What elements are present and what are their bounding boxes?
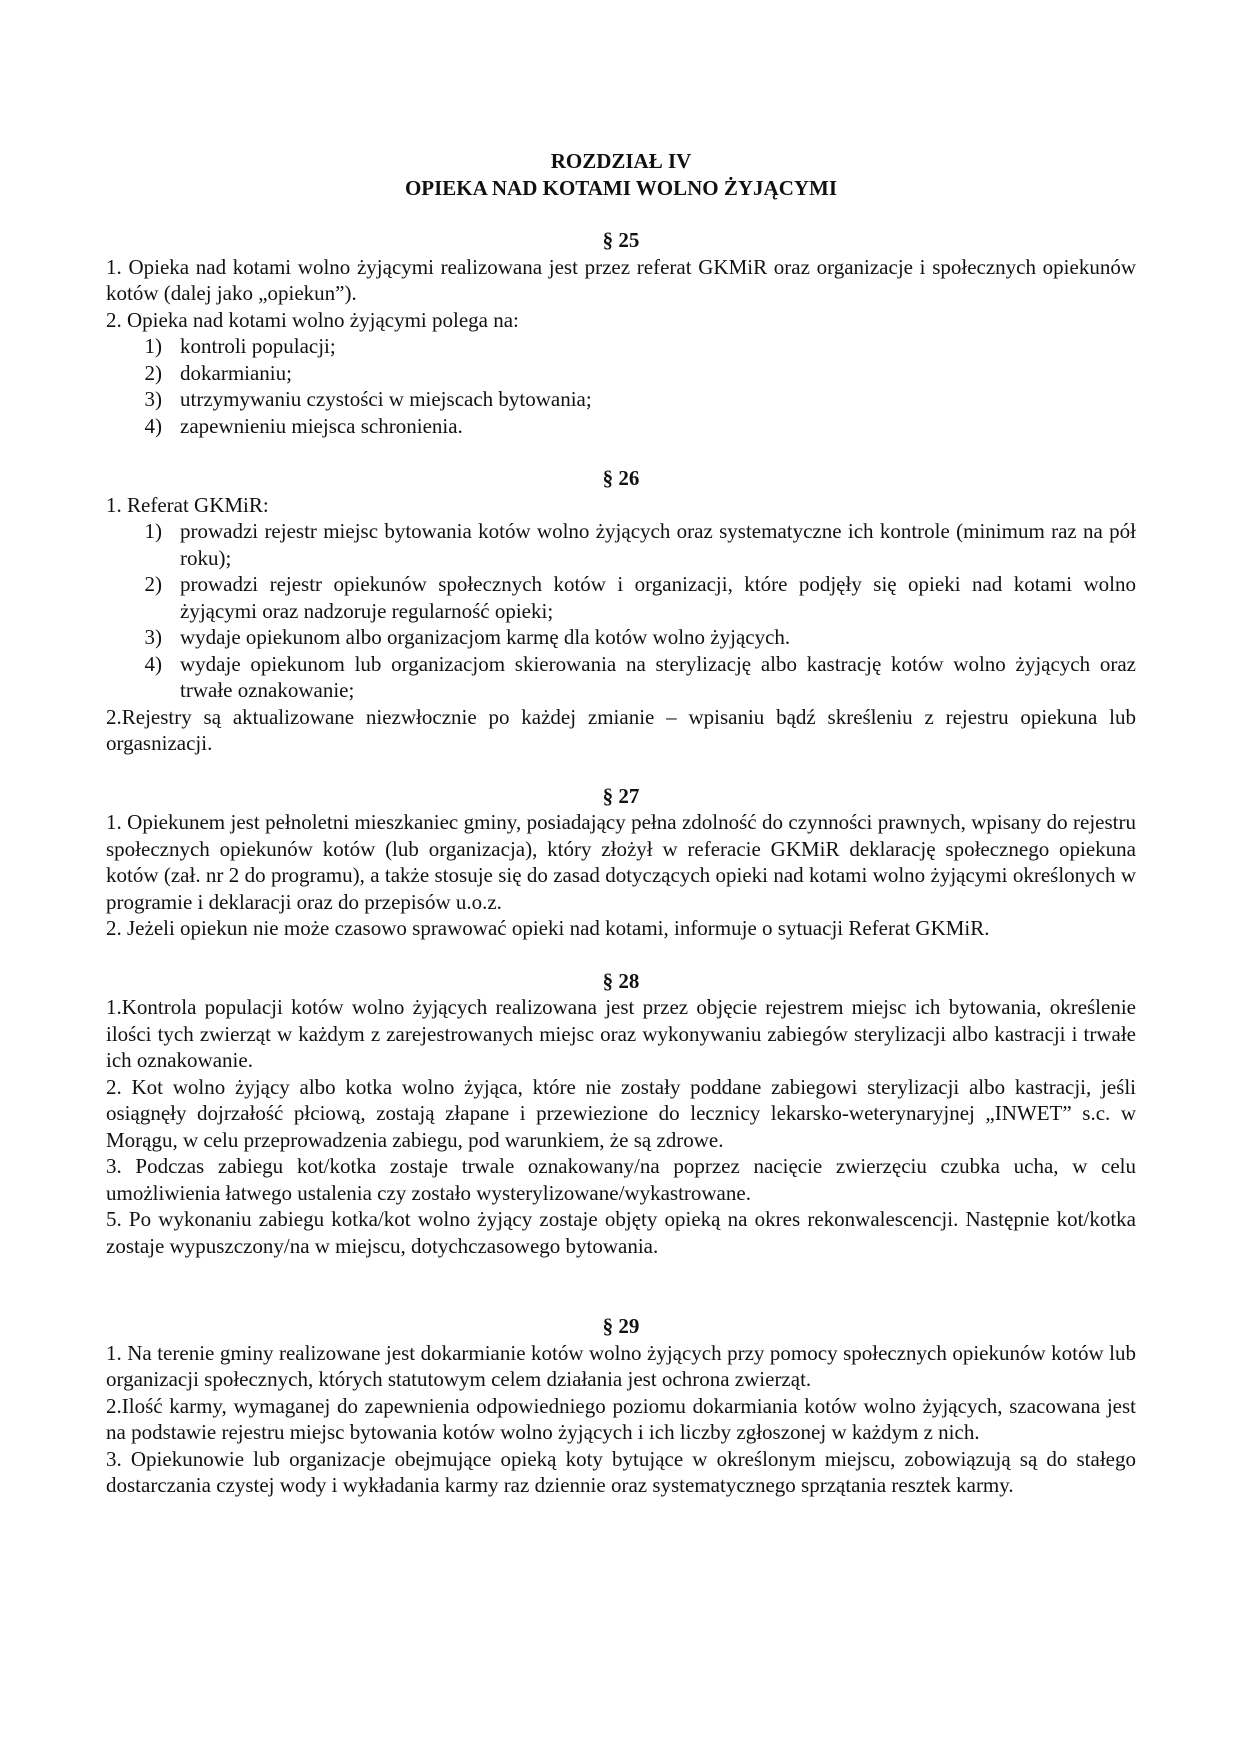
- list-item: [106, 624, 1136, 651]
- paragraph: 1. Opieka nad kotami wolno żyjącymi realizowana jest przez referat GKMiR oraz organizacje i społecznych opiekunów kotów (dalej jako „opiekun”).: [106, 254, 1136, 305]
- spacer: [106, 942, 1136, 968]
- numbered-list: [106, 518, 1136, 704]
- list-item-number: 4): [144, 413, 162, 438]
- list-item-text: zapewnieniu miejsca schronienia.: [180, 413, 463, 438]
- paragraph: 2. Opieka nad kotami wolno żyjącymi polega na:: [106, 307, 519, 332]
- spacer: [106, 1259, 1136, 1313]
- paragraph: 2. Kot wolno żyjący albo kotka wolno żyjąca, które nie zostały poddane zabiegowi sterylizacji albo kastracji, jeśli osiągnęły dojrzałość płciową, zostają złapane i przewiezione do lecznicy lekarsko-weterynaryjnej „INWET” s.c. w Morągu, w celu przeprowadzenia zabiegu, pod warunkiem, że są zdrowe.: [106, 1074, 1136, 1152]
- list-item-text: prowadzi rejestr opiekunów społecznych kotów i organizacji, które podjęły się opieki nad kotami wolno żyjącymi oraz nadzoruje regularność opieki;: [180, 572, 1136, 623]
- list-item: [106, 333, 1136, 360]
- list-item: [106, 651, 1136, 704]
- paragraph: 1.Kontrola populacji kotów wolno żyjących realizowana jest przez objęcie rejestrem miejsc ich bytowania, określenie ilości tych zwierząt w każdym z zarejestrowanych miejsc oraz wykonywaniu zabiegów sterylizacji albo kastracji i trwałe ich oznakowanie.: [106, 995, 1136, 1072]
- section-25: [106, 227, 1136, 439]
- list-item-number: 1): [144, 519, 162, 543]
- section-heading: § 27: [602, 783, 640, 808]
- numbered-list: [106, 333, 1136, 439]
- paragraph: 1. Referat GKMiR:: [106, 492, 269, 517]
- list-item-text: wydaje opiekunom lub organizacjom skierowania na sterylizację albo kastrację kotów wolno żyjących oraz trwałe oznakowanie;: [180, 651, 1136, 702]
- section-heading: § 28: [602, 968, 640, 993]
- list-item: [106, 386, 1136, 413]
- list-item-number: 3): [144, 387, 162, 411]
- section-heading: § 26: [602, 466, 640, 490]
- paragraph: 3. Opiekunowie lub organizacje obejmujące opieką koty bytujące w określonym miejscu, zobowiązują są do stałego dostarczania czystej wody i wykładania karmy raz dziennie oraz systematycznego sprzątania resztek karmy.: [106, 1446, 1136, 1497]
- section-26: [106, 465, 1136, 757]
- paragraph: 1. Na terenie gminy realizowane jest dokarmianie kotów wolno żyjących przy pomocy społecznych opiekunów kotów lub organizacji społecznych, których statutowym celem działania jest ochrona zwierząt.: [106, 1340, 1136, 1391]
- list-item-number: 2): [144, 572, 162, 596]
- paragraph: 1. Opiekunem jest pełnoletni mieszkaniec gminy, posiadający pełna zdolność do czynności prawnych, wpisany do rejestru społecznych opiekunów kotów (lub organizacja), który złożył w referacie GKMiR deklarację społecznego opiekuna kotów (zał. nr 2 do programu), a także stosuje się do zasad dotyczących opieki nad kotami wolno żyjącymi określonych w programie i deklaracji oraz do przepisów u.o.z.: [106, 810, 1136, 914]
- list-item-text: dokarmianiu;: [180, 360, 292, 385]
- chapter-subtitle: OPIEKA NAD KOTAMI WOLNO ŻYJĄCYMI: [404, 175, 838, 200]
- list-item: [106, 571, 1136, 624]
- spacer: [106, 757, 1136, 783]
- list-item-text: prowadzi rejestr miejsc bytowania kotów wolno żyjących oraz systematyczne ich kontrole (minimum raz na pół roku);: [180, 519, 1136, 570]
- list-item-text: utrzymywaniu czystości w miejscach bytowania;: [180, 387, 592, 411]
- section-heading: § 25: [602, 228, 640, 252]
- list-item-number: 4): [144, 651, 162, 676]
- paragraph: 2.Rejestry są aktualizowane niezwłocznie po każdej zmianie – wpisaniu bądź skreśleniu z rejestru opiekuna lub orgasnizacji.: [106, 704, 1136, 755]
- paragraph: 2. Jeżeli opiekun nie może czasowo sprawować opieki nad kotami, informuje o sytuacji Referat GKMiR.: [106, 916, 990, 940]
- list-item: [106, 518, 1136, 571]
- list-item-text: kontroli populacji;: [180, 334, 336, 358]
- list-item: [106, 360, 1136, 387]
- section-29: [106, 1313, 1136, 1499]
- list-item-number: 2): [144, 360, 162, 385]
- section-heading: § 29: [602, 1314, 640, 1338]
- list-item-text: wydaje opiekunom albo organizacjom karmę dla kotów wolno żyjących.: [180, 625, 791, 649]
- section-27: [106, 783, 1136, 942]
- spacer: [106, 439, 1136, 465]
- paragraph: 3. Podczas zabiegu kot/kotka zostaje trwale oznakowany/na poprzez nacięcie zwierzęciu czubka ucha, w celu umożliwienia łatwego ustalenia czy zostało wysterylizowane/wykastrowane.: [106, 1154, 1136, 1205]
- list-item-number: 3): [144, 625, 162, 649]
- paragraph: 2.Ilość karmy, wymaganej do zapewnienia odpowiedniego poziomu dokarmiania kotów wolno żyjących, szacowana jest na podstawie rejestru miejsc bytowania kotów wolno żyjących i ich liczby zgłoszonej w każdym z nich.: [106, 1393, 1136, 1444]
- paragraph: 5. Po wykonaniu zabiegu kotka/kot wolno żyjący zostaje objęty opieką na okres rekonwalescencji. Następnie kot/kotka zostaje wypuszczony/na w miejscu, dotychczasowego bytowania.: [106, 1207, 1136, 1258]
- section-28: [106, 968, 1136, 1260]
- list-item-number: 1): [144, 334, 162, 358]
- chapter-title: ROZDZIAŁ IV: [550, 149, 692, 173]
- document-page: [106, 148, 1136, 1499]
- list-item: [106, 413, 1136, 440]
